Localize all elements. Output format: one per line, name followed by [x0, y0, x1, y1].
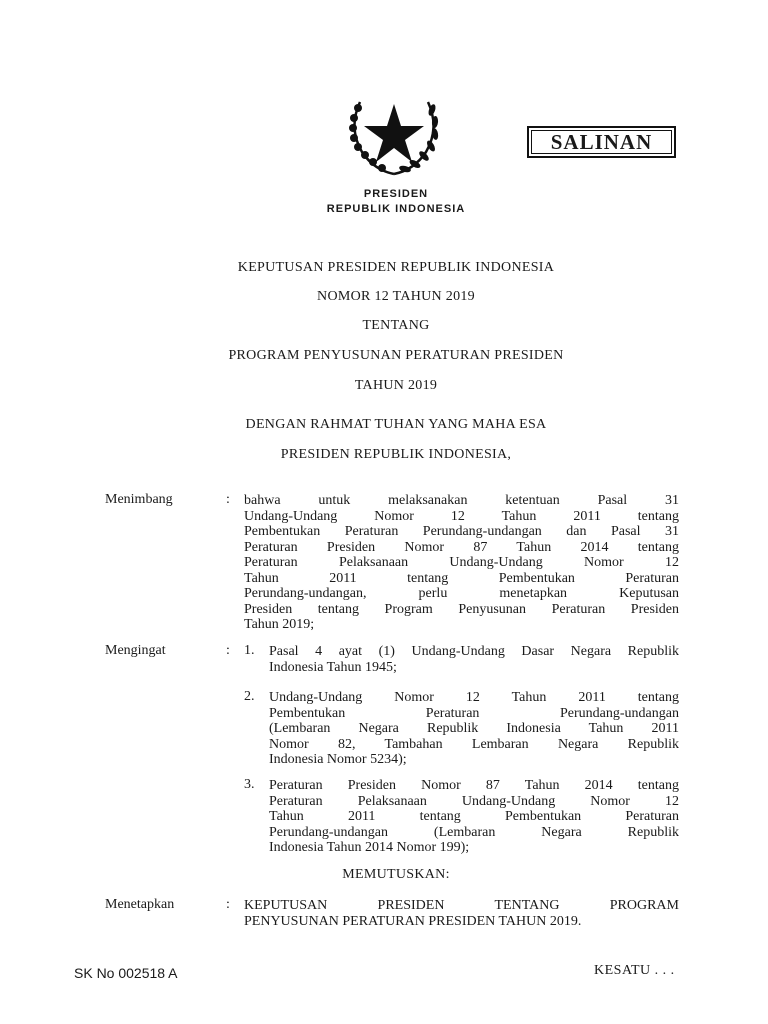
- decree-tentang: TENTANG: [362, 318, 430, 333]
- mengingat-item-2-number: 2.: [244, 689, 255, 704]
- issuer-line-2: REPUBLIK INDONESIA: [326, 203, 466, 215]
- decree-subject: PROGRAM PENYUSUNAN PERATURAN PRESIDEN: [228, 348, 564, 363]
- mengingat-item-3: Peraturan Presiden Nomor 87 Tahun 2014 tentang Peraturan Pelaksanaan Undang-Undang Nomor 12 Tahun 2011 tentang Pembentukan Peraturan Perundang-undangan (Lembaran Negara Republik Indonesia Tahun 2014 Nomor 199);: [269, 778, 679, 855]
- mengingat-item-1-number: 1.: [244, 643, 255, 658]
- invocation: DENGAN RAHMAT TUHAN YANG MAHA ESA: [245, 417, 547, 432]
- document-code: SK No 002518 A: [74, 965, 178, 981]
- issuer-line-1: PRESIDEN: [363, 188, 429, 200]
- mengingat-colon: :: [226, 643, 230, 658]
- salinan-stamp: [527, 126, 676, 158]
- menetapkan-colon: :: [226, 897, 230, 912]
- garuda-star-emblem: [342, 88, 446, 184]
- mengingat-item-2: Undang-Undang Nomor 12 Tahun 2011 tentang Pembentukan Peraturan Perundang-undangan (Lembaran Negara Republik Indonesia Tahun 2011 Nomor 82, Tambahan Lembaran Negara Republik Indonesia Nomor 5234);: [269, 690, 679, 767]
- president-line: PRESIDEN REPUBLIK INDONESIA,: [280, 447, 512, 462]
- mengingat-item-3-number: 3.: [244, 777, 255, 792]
- mengingat-label: Mengingat: [105, 643, 166, 658]
- menetapkan-text: KEPUTUSAN PRESIDEN TENTANG PROGRAM PENYUSUNAN PERATURAN PRESIDEN TAHUN 2019.: [244, 898, 679, 929]
- menimbang-colon: :: [226, 492, 230, 507]
- menetapkan-label: Menetapkan: [105, 897, 175, 912]
- memutuskan-heading: MEMUTUSKAN:: [342, 867, 450, 882]
- mengingat-item-1: Pasal 4 ayat (1) Undang-Undang Dasar Negara Republik Indonesia Tahun 1945;: [269, 644, 679, 675]
- menimbang-label: Menimbang: [105, 492, 173, 507]
- menimbang-text: bahwa untuk melaksanakan ketentuan Pasal 31 Undang-Undang Nomor 12 Tahun 2011 tentang Pembentukan Peraturan Perundang-undangan dan Pasal 31 Peraturan Presiden Nomor 87 Tahun 2014 tentang Peraturan Pelaksanaan Undang-Undang Nomor 12 Tahun 2011 tentang Pembentukan Peraturan Perundang-undangan, perlu menetapkan Keputusan Presiden tentang Program Penyusunan Peraturan Presiden Tahun 2019;: [244, 493, 679, 632]
- salinan-text: SALINAN: [550, 129, 653, 154]
- decree-title: KEPUTUSAN PRESIDEN REPUBLIK INDONESIA: [237, 260, 555, 275]
- decree-year: TAHUN 2019: [354, 378, 438, 393]
- decree-number: NOMOR 12 TAHUN 2019: [317, 289, 475, 304]
- continuation-marker: KESATU . . .: [594, 963, 675, 978]
